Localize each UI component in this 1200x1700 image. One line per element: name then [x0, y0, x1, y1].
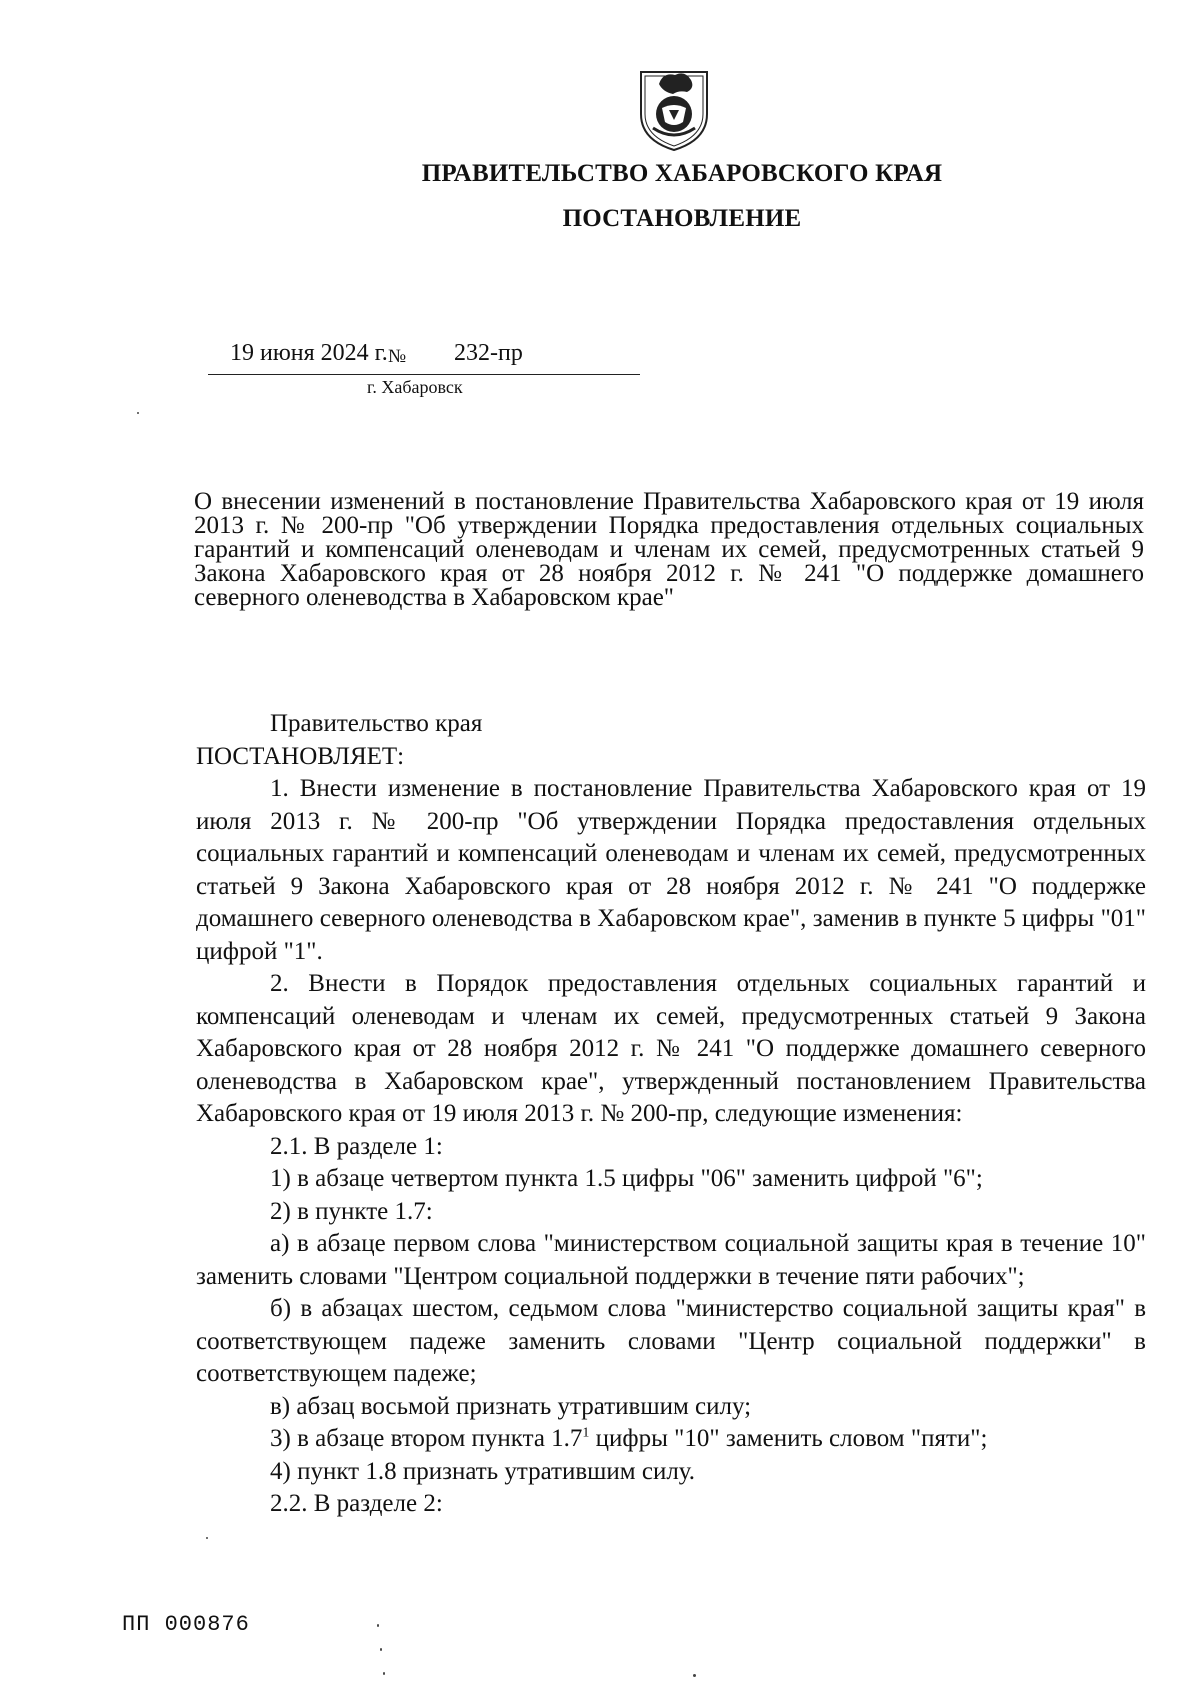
paragraph-2-1-3-text: 3) в абзаце втором пункта 1.7 — [270, 1425, 583, 1452]
paragraph-2: 2. Внести в Порядок предоставления отдельных социальных гарантий и компенсаций оленеводам и членам их семей, предусмотренных статьей 9 Закона Хабаровского края от 28 ноября 2012 г. № 241 "О поддержке домашнего северного оленеводства в Хабаровском крае", утвержденный постановлением Правительства Хабаровского края от 19 июля 2013 г. № 200-пр, следующие изменения: — [196, 970, 1146, 1127]
paragraph-2-1-3-superscript: 1 — [582, 1425, 590, 1441]
document-body — [196, 708, 1146, 1521]
paragraph-2-1-1: 1) в абзаце четвертом пункта 1.5 цифры "06" заменить цифрой "6"; — [270, 1165, 983, 1192]
paragraph-2-1-4: 4) пункт 1.8 признать утратившим силу. — [270, 1457, 696, 1485]
scan-speck — [377, 1624, 379, 1627]
document-subject: О внесении изменений в постановление Правительства Хабаровского края от 19 июля 2013 г. № 200-пр "Об утверждении Порядка предоставления отдельных социальных гарантий и компенсаций оленеводам и членам их семей, предусмотренных статьей 9 Закона Хабаровского края от 28 ноября 2012 г. № 241 "О поддержке домашнего северного оленеводства в Хабаровском крае" — [194, 488, 1144, 611]
paragraph-2-1-2-b: б) в абзацах шестом, седьмом слова "министерство социальной защиты края" в соответствующем падеже заменить словами "Центр социальной поддержки" в соответствующем падеже; — [196, 1295, 1146, 1387]
paragraph-2-1-3 — [196, 1423, 1146, 1456]
document-city: г. Хабаровск — [367, 377, 463, 397]
paragraph-2-1-2-a: а) в абзаце первом слова "министерством социальной защиты края в течение 10" заменить словами "Центром социальной поддержки в течение пяти рабочих"; — [196, 1230, 1146, 1290]
scan-speck — [380, 1648, 382, 1651]
organization-name: ПРАВИТЕЛЬСТВО ХАБАРОВСКОГО КРАЯ — [421, 160, 943, 187]
paragraph-2-1: 2.1. В разделе 1: — [270, 1132, 443, 1160]
document-date: 19 июня 2024 г. — [230, 340, 388, 366]
document-number: 232-пр — [454, 340, 523, 366]
scan-speck — [693, 1674, 696, 1677]
scan-speck — [206, 1537, 208, 1539]
coat-of-arms-icon — [633, 62, 715, 152]
number-sign: № — [388, 346, 407, 367]
paragraph-2-1-2-c: в) абзац восьмой признать утратившим силу; — [270, 1392, 752, 1420]
paragraph-2-2: 2.2. В разделе 2: — [270, 1490, 443, 1517]
decree-line: ПОСТАНОВЛЯЕТ: — [196, 742, 405, 770]
government-line: Правительство края — [270, 710, 483, 737]
paragraph-2-1-3-rest: цифры "10" заменить словом "пяти"; — [589, 1425, 988, 1452]
paragraph-1: 1. Внести изменение в постановление Правительства Хабаровского края от 19 июля 2013 г. № 200-пр "Об утверждении Порядка предоставления отдельных социальных гарантий и компенсаций оленеводам и членам их семей, предусмотренных статьей 9 Закона Хабаровского края от 28 ноября 2012 г. № 241 "О поддержке домашнего северного оленеводства в Хабаровском крае", заменив в пункте 5 цифры "01" цифрой "1". — [196, 775, 1146, 965]
date-number-line — [208, 340, 640, 375]
form-serial-number: ПП 000876 — [122, 1612, 250, 1637]
document-type: ПОСТАНОВЛЕНИЕ — [562, 205, 802, 232]
scan-speck — [383, 1672, 385, 1675]
scan-speck — [137, 412, 139, 414]
paragraph-2-1-2: 2) в пункте 1.7: — [270, 1197, 433, 1225]
